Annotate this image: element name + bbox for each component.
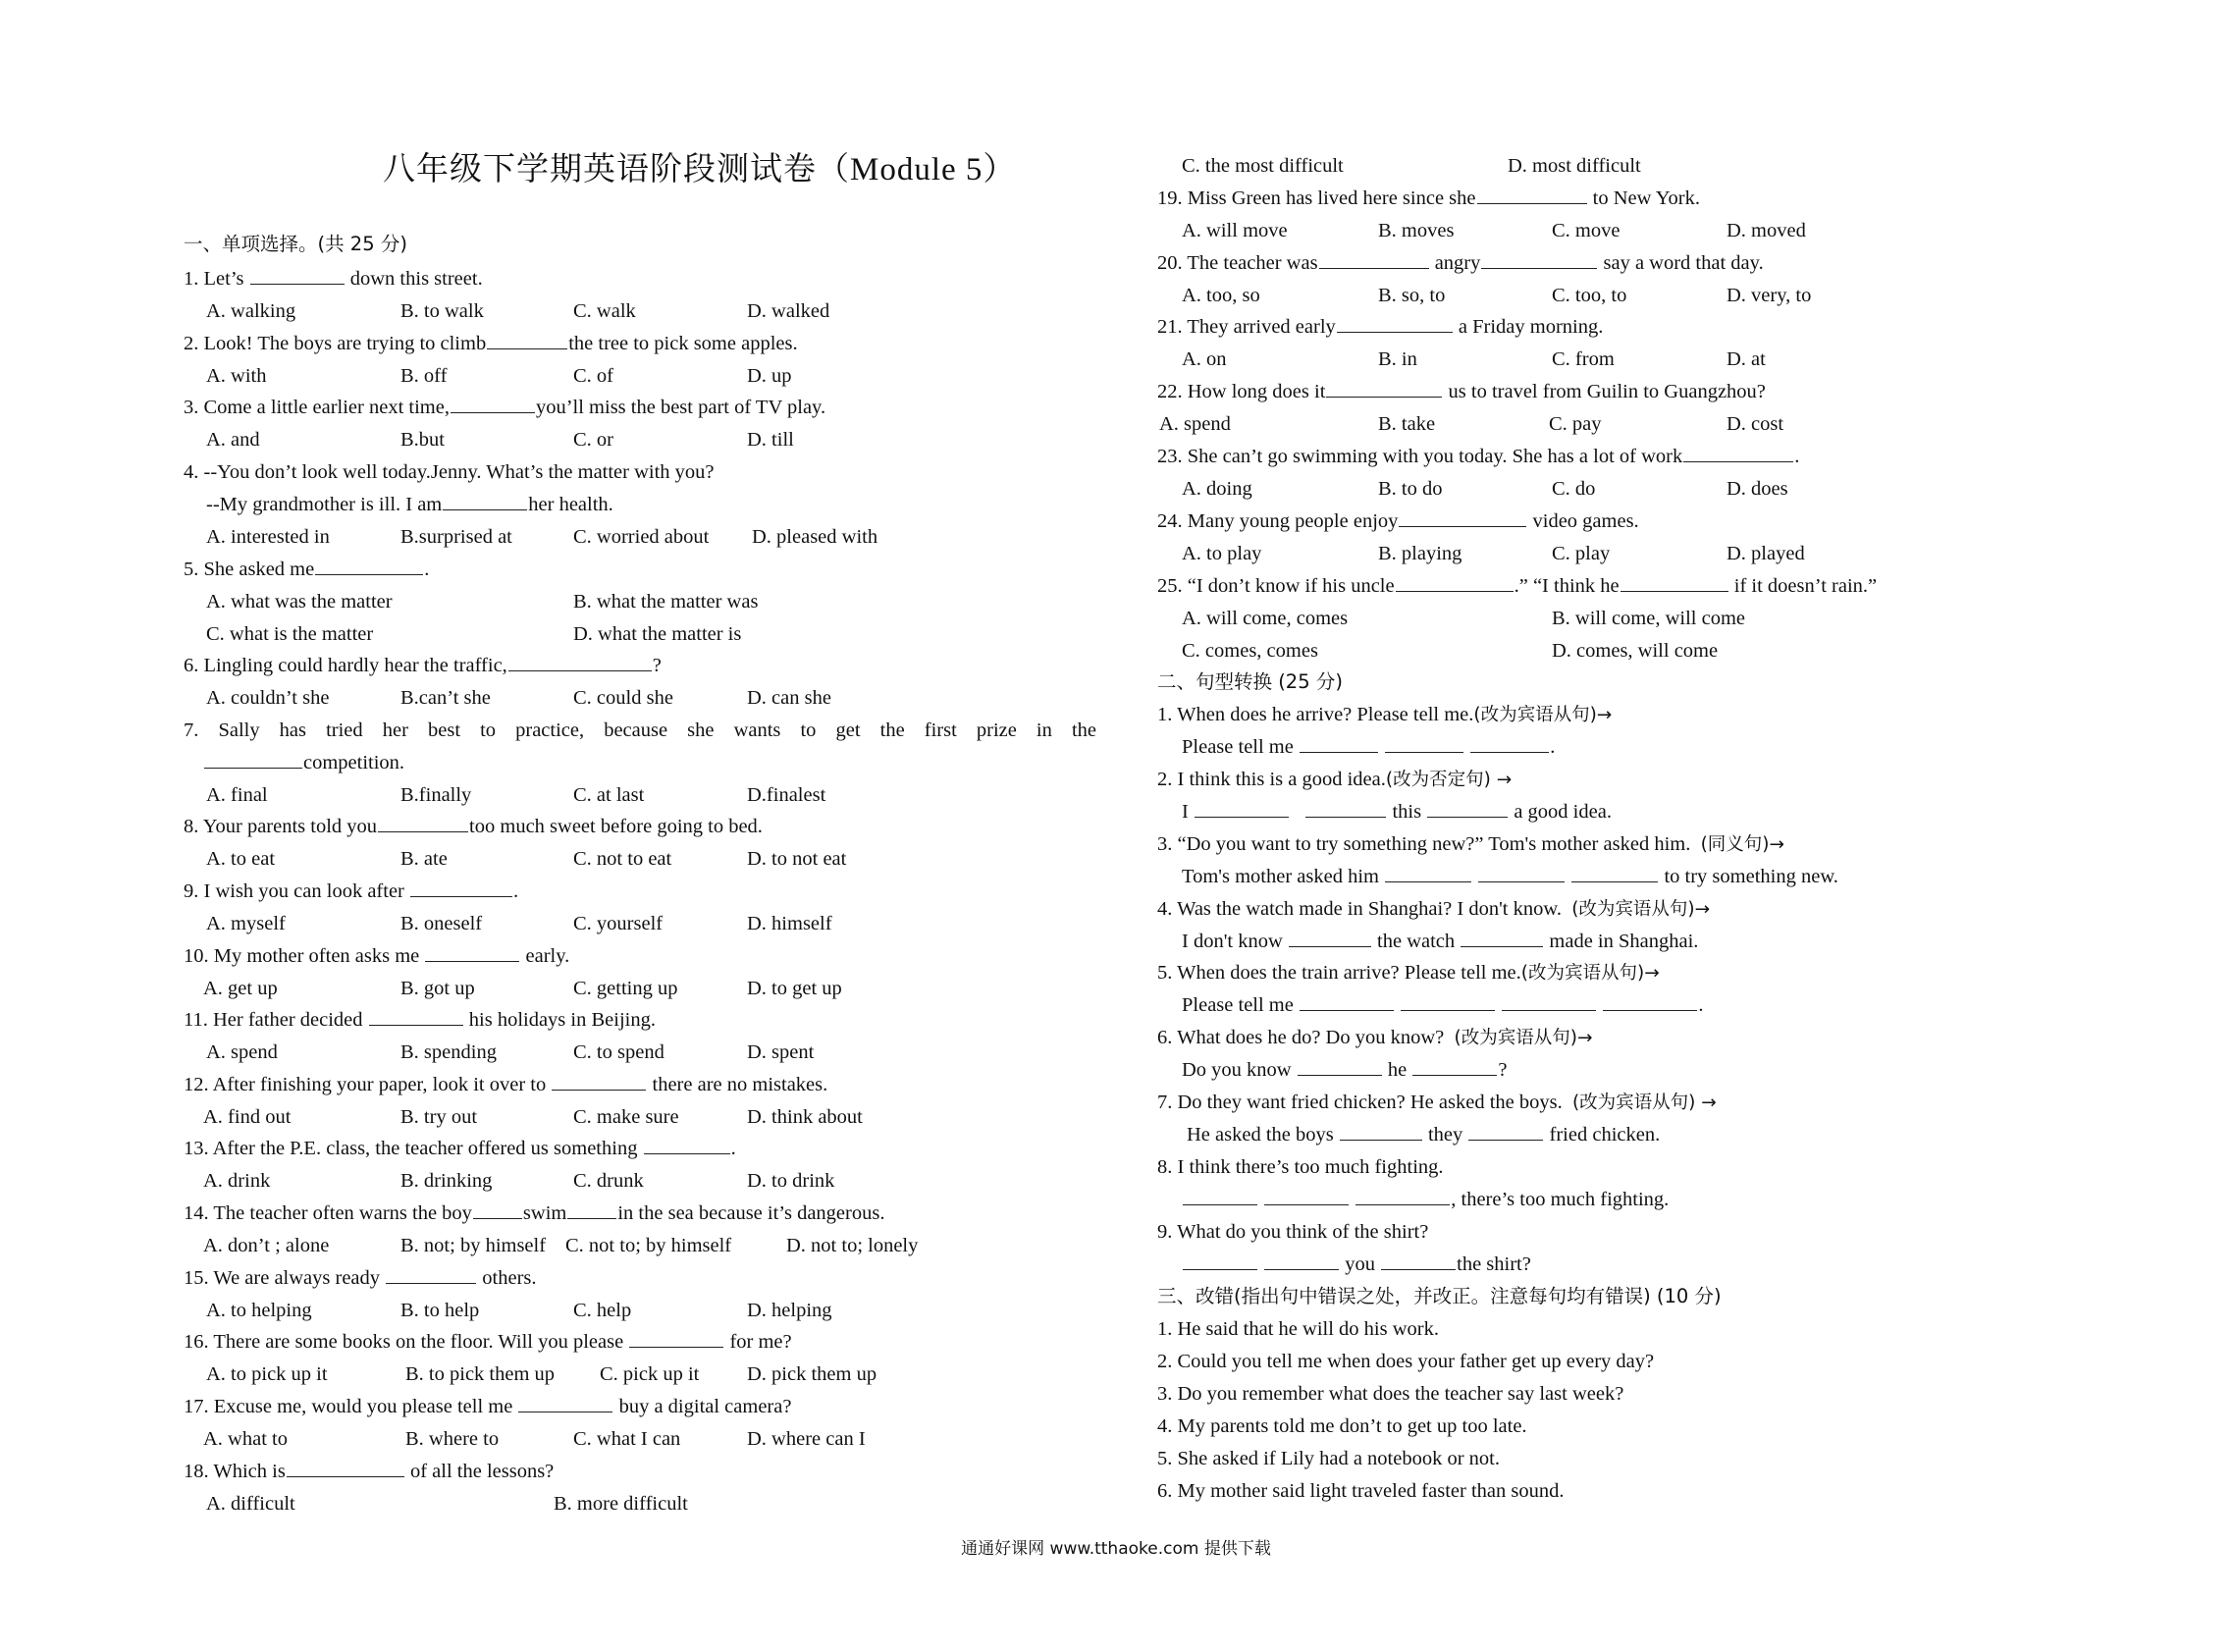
transform-3-answer: Tom's mother asked him to try something new. [1182, 866, 1838, 887]
answer-blank[interactable] [386, 1265, 476, 1284]
option-c[interactable]: C. not to; by himself [565, 1235, 732, 1256]
answer-blank[interactable] [1427, 799, 1508, 818]
option-a[interactable]: A. to play [1182, 543, 1262, 564]
question-14: 14. The teacher often warns the boy swim in the sea because it’s dangerous. [184, 1202, 885, 1224]
option-c[interactable]: C. yourself [573, 913, 664, 934]
correction-4: 4. My parents told me don’t to get up too late. [1157, 1415, 1527, 1437]
option-b[interactable]: B. to help [400, 1300, 480, 1321]
answer-blank[interactable] [1603, 992, 1697, 1011]
answer-blank[interactable] [567, 1200, 616, 1219]
option-b[interactable]: B. where to [405, 1428, 500, 1450]
options-14 [203, 1233, 1126, 1258]
question-12: 12. After finishing your paper, look it over to there are no mistakes. [184, 1074, 828, 1095]
option-c[interactable]: C. of [573, 365, 613, 387]
option-b[interactable]: B. moves [1378, 220, 1455, 241]
answer-blank[interactable] [1300, 992, 1394, 1011]
options-17 [203, 1426, 1087, 1452]
options-22 [1159, 411, 2043, 437]
question-8: 8. Your parents told you too much sweet before going to bed. [184, 816, 763, 837]
question-16: 16. There are some books on the floor. Will you please for me? [184, 1331, 792, 1353]
option-d[interactable]: D. what the matter is [573, 623, 742, 645]
answer-blank[interactable] [1340, 1122, 1422, 1141]
options-10 [203, 976, 1087, 1001]
option-d[interactable]: D. walked [747, 300, 830, 322]
options-25a [1182, 606, 2065, 631]
option-b[interactable]: B. in [1378, 348, 1417, 370]
answer-blank[interactable] [1300, 734, 1378, 753]
option-d[interactable]: D. not to; lonely [786, 1235, 919, 1256]
option-c[interactable]: C. make sure [573, 1106, 679, 1128]
answer-blank[interactable] [1470, 734, 1549, 753]
options-15 [206, 1298, 1089, 1323]
option-a[interactable]: A. get up [203, 978, 278, 999]
option-b[interactable]: B.can’t she [400, 687, 491, 709]
question-4-reply: --My grandmother is ill. I am her health. [206, 494, 613, 515]
answer-blank[interactable] [1183, 1187, 1257, 1205]
option-d[interactable]: D. himself [747, 913, 832, 934]
option-b[interactable]: B. to walk [400, 300, 484, 322]
option-a[interactable]: A. find out [203, 1106, 292, 1128]
answer-blank[interactable] [410, 879, 512, 897]
answer-blank[interactable] [1319, 250, 1429, 269]
option-d[interactable]: D. to not eat [747, 848, 847, 870]
answer-blank[interactable] [518, 1394, 612, 1412]
option-b[interactable]: B. ate [400, 848, 448, 870]
question-22: 22. How long does it us to travel from Guilin to Guangzhou? [1157, 381, 1766, 402]
option-b[interactable]: B. will come, will come [1552, 608, 1745, 629]
option-b[interactable]: B.surprised at [400, 526, 512, 548]
option-d[interactable]: D. helping [747, 1300, 832, 1321]
transform-2: 2. I think this is a good idea.(改为否定句) → [1157, 769, 1513, 790]
answer-blank[interactable] [1183, 1252, 1257, 1270]
answer-blank[interactable] [1477, 186, 1587, 204]
option-c[interactable]: C. pick up it [600, 1363, 700, 1385]
option-c[interactable]: C. what is the matter [206, 623, 374, 645]
option-d[interactable]: D. up [747, 365, 792, 387]
answer-blank[interactable] [1298, 1057, 1382, 1076]
answer-blank[interactable] [1264, 1187, 1349, 1205]
option-d[interactable]: D. moved [1727, 220, 1806, 241]
answer-blank[interactable] [1502, 992, 1596, 1011]
option-a[interactable]: A. couldn’t she [206, 687, 330, 709]
option-d[interactable]: D. very, to [1727, 285, 1812, 306]
option-a[interactable]: A. drink [203, 1170, 271, 1192]
option-a[interactable]: A. will come, comes [1182, 608, 1349, 629]
options-5b [206, 621, 1089, 647]
options-8 [206, 846, 1089, 872]
answer-blank[interactable] [443, 492, 527, 510]
option-b[interactable]: B. try out [400, 1106, 478, 1128]
transform-9: 9. What do you think of the shirt? [1157, 1221, 1429, 1243]
answer-blank[interactable] [1355, 1187, 1450, 1205]
option-c[interactable]: C. at last [573, 784, 645, 806]
transform-7-answer: He asked the boys they fried chicken. [1187, 1124, 1661, 1146]
question-5: 5. She asked me . [184, 559, 430, 580]
options-12 [203, 1104, 1087, 1130]
option-c[interactable]: C. comes, comes [1182, 640, 1318, 662]
option-a[interactable]: A. too, so [1182, 285, 1260, 306]
option-d[interactable]: D. most difficult [1508, 155, 1641, 177]
answer-blank[interactable] [1401, 992, 1495, 1011]
answer-blank[interactable] [1337, 314, 1453, 333]
page-title: 八年级下学期英语阶段测试卷（Module 5） [383, 152, 1017, 187]
option-a[interactable]: A. don’t ; alone [203, 1235, 330, 1256]
options-5a [206, 589, 1089, 614]
option-a[interactable]: A. spend [1159, 413, 1231, 435]
option-d[interactable]: D. pick them up [747, 1363, 877, 1385]
answer-blank[interactable] [250, 266, 345, 285]
transform-1-answer: Please tell me . [1182, 736, 1556, 758]
options-25b [1182, 638, 2065, 664]
options-24 [1182, 541, 2065, 566]
option-c[interactable]: C. drunk [573, 1170, 644, 1192]
answer-blank[interactable] [1571, 864, 1658, 882]
answer-blank[interactable] [378, 814, 468, 832]
question-21: 21. They arrived early a Friday morning. [1157, 316, 1604, 338]
option-c[interactable]: C. could she [573, 687, 673, 709]
answer-blank[interactable] [1305, 799, 1386, 818]
option-b[interactable]: B. so, to [1378, 285, 1446, 306]
option-c[interactable]: C. worried about [573, 526, 710, 548]
option-c[interactable]: C. getting up [573, 978, 678, 999]
options-16 [206, 1361, 1109, 1387]
option-a[interactable]: A. walking [206, 300, 296, 322]
options-3 [206, 427, 1089, 453]
question-15: 15. We are always ready others. [184, 1267, 537, 1289]
option-c[interactable]: C. from [1552, 348, 1615, 370]
option-b[interactable]: B. more difficult [554, 1493, 688, 1515]
option-d[interactable]: D. to drink [747, 1170, 835, 1192]
option-d[interactable]: D. where can I [747, 1428, 866, 1450]
option-d[interactable]: D. till [747, 429, 794, 451]
options-21 [1182, 346, 2065, 372]
answer-blank[interactable] [287, 1459, 404, 1477]
answer-blank[interactable] [1399, 508, 1526, 527]
transform-1: 1. When does he arrive? Please tell me.(改为宾语从句)→ [1157, 704, 1613, 725]
answer-blank[interactable] [508, 653, 652, 671]
answer-blank[interactable] [1289, 929, 1371, 947]
correction-2: 2. Could you tell me when does your father get up every day? [1157, 1351, 1655, 1372]
option-a[interactable]: A. myself [206, 913, 286, 934]
option-a[interactable]: A. difficult [206, 1493, 295, 1515]
option-a[interactable]: A. will move [1182, 220, 1288, 241]
transform-8-answer: , there’s too much fighting. [1182, 1187, 1669, 1212]
answer-blank[interactable] [629, 1329, 723, 1348]
option-c[interactable]: C. or [573, 429, 613, 451]
question-23: 23. She can’t go swimming with you today. She has a lot of work . [1157, 446, 1800, 467]
question-7-cont: competition. [203, 750, 404, 775]
options-2 [206, 363, 1089, 389]
options-4 [206, 524, 1089, 550]
section3-heading: 三、改错(指出句中错误之处，并改正。注意每句均有错误) (10 分) [1157, 1285, 1722, 1307]
option-c[interactable]: C. what I can [573, 1428, 681, 1450]
option-d[interactable]: D. played [1727, 543, 1805, 564]
option-a[interactable]: A. to helping [206, 1300, 312, 1321]
option-a[interactable]: A. doing [1182, 478, 1252, 500]
option-a[interactable]: A. what to [203, 1428, 288, 1450]
answer-blank[interactable] [1481, 250, 1597, 269]
option-c[interactable]: C. help [573, 1300, 632, 1321]
correction-6: 6. My mother said light traveled faster than sound. [1157, 1480, 1565, 1502]
options-23 [1182, 476, 2065, 502]
option-a[interactable]: A. on [1182, 348, 1227, 370]
answer-blank[interactable] [1412, 1057, 1497, 1076]
options-20 [1182, 283, 2065, 308]
option-c[interactable]: C. too, to [1552, 285, 1627, 306]
option-d[interactable]: D. pleased with [752, 526, 878, 548]
question-10: 10. My mother often asks me early. [184, 945, 570, 967]
footer-credit: 通通好课网 www.tthaoke.com 提供下载 [961, 1539, 1271, 1559]
options-18 [206, 1491, 1089, 1517]
transform-6: 6. What does he do? Do you know? (改为宾语从句)→ [1157, 1027, 1593, 1048]
question-6: 6. Lingling could hardly hear the traffic, ? [184, 655, 662, 676]
answer-blank[interactable] [473, 1200, 522, 1219]
answer-blank[interactable] [451, 395, 535, 413]
answer-blank[interactable] [1396, 573, 1514, 592]
option-a[interactable]: A. interested in [206, 526, 330, 548]
transform-5-answer: Please tell me . [1182, 994, 1704, 1016]
options-19 [1182, 218, 2065, 243]
answer-blank[interactable] [1683, 444, 1793, 462]
option-d[interactable]: D. at [1727, 348, 1766, 370]
question-2: 2. Look! The boys are trying to climb the tree to pick some apples. [184, 333, 798, 354]
option-c[interactable]: C. pay [1549, 413, 1602, 435]
option-d[interactable]: D. cost [1727, 413, 1784, 435]
question-1: 1. Let’s down this street. [184, 268, 483, 290]
transform-6-answer: Do you know he ? [1182, 1059, 1508, 1081]
answer-blank[interactable] [369, 1007, 463, 1026]
option-b[interactable]: B. to pick them up [405, 1363, 556, 1385]
option-d[interactable]: D. comes, will come [1552, 640, 1719, 662]
options-7 [206, 782, 1089, 808]
answer-blank[interactable] [552, 1072, 646, 1091]
correction-3: 3. Do you remember what does the teacher say last week? [1157, 1383, 1624, 1405]
transform-3: 3. “Do you want to try something new?” Tom's mother asked him. (同义句)→ [1157, 833, 1785, 855]
question-25: 25. “I don’t know if his uncle .” “I think he if it doesn’t rain.” [1157, 575, 1878, 597]
question-24: 24. Many young people enjoy video games. [1157, 510, 1639, 532]
answer-blank[interactable] [1478, 864, 1565, 882]
option-b[interactable]: B.but [400, 429, 445, 451]
transform-4-answer: I don't know the watch made in Shanghai. [1182, 931, 1699, 952]
section1-heading: 一、单项选择。(共 25 分) [184, 233, 407, 255]
option-b[interactable]: B. off [400, 365, 448, 387]
option-c[interactable]: C. walk [573, 300, 636, 322]
answer-blank[interactable] [487, 331, 567, 349]
option-d[interactable]: D. to get up [747, 978, 842, 999]
answer-blank[interactable] [425, 943, 519, 962]
answer-blank[interactable] [1264, 1252, 1339, 1270]
option-b[interactable]: B. what the matter was [573, 591, 759, 613]
transform-2-answer: I this a good idea. [1182, 801, 1612, 823]
question-19: 19. Miss Green has lived here since she to New York. [1157, 187, 1700, 209]
option-a[interactable]: A. to pick up it [206, 1363, 328, 1385]
option-c[interactable]: C. move [1552, 220, 1621, 241]
answer-blank[interactable] [1468, 1122, 1543, 1141]
option-a[interactable]: A. spend [206, 1041, 278, 1063]
answer-blank[interactable] [1381, 1252, 1456, 1270]
option-a[interactable]: A. with [206, 365, 267, 387]
option-b[interactable]: B.finally [400, 784, 472, 806]
options-9 [206, 911, 1089, 936]
answer-blank[interactable] [204, 750, 302, 769]
question-7: 7. Sally has tried her best to practice, because she wants to get the first prize in the [184, 719, 1096, 741]
transform-9-answer: you the shirt? [1182, 1252, 1531, 1277]
option-d[interactable]: D. does [1727, 478, 1788, 500]
question-20: 20. The teacher was angry say a word that day. [1157, 252, 1764, 274]
answer-blank[interactable] [1621, 573, 1728, 592]
options-1 [206, 298, 1089, 324]
option-c[interactable]: C. play [1552, 543, 1611, 564]
option-b[interactable]: B. oneself [400, 913, 483, 934]
question-13: 13. After the P.E. class, the teacher offered us something . [184, 1138, 736, 1159]
correction-1: 1. He said that he will do his work. [1157, 1318, 1439, 1340]
option-c[interactable]: C. the most difficult [1182, 155, 1344, 177]
section2-heading: 二、句型转换 (25 分) [1157, 670, 1343, 693]
question-3: 3. Come a little earlier next time, you’ll miss the best part of TV play. [184, 397, 826, 418]
answer-blank[interactable] [644, 1136, 730, 1154]
answer-blank[interactable] [1195, 799, 1289, 818]
option-d[interactable]: D. spent [747, 1041, 815, 1063]
options-13 [203, 1168, 1087, 1194]
answer-blank[interactable] [1385, 864, 1471, 882]
option-a[interactable]: A. to eat [206, 848, 276, 870]
options-18-cont [1182, 153, 2065, 179]
option-c[interactable]: C. not to eat [573, 848, 672, 870]
option-a[interactable]: A. and [206, 429, 260, 451]
question-4: 4. --You don’t look well today.Jenny. What’s the matter with you? [184, 461, 715, 483]
option-b[interactable]: B. got up [400, 978, 475, 999]
option-c[interactable]: C. to spend [573, 1041, 664, 1063]
option-b[interactable]: B. spending [400, 1041, 497, 1063]
transform-5: 5. When does the train arrive? Please tell me.(改为宾语从句)→ [1157, 962, 1660, 984]
option-b[interactable]: B. take [1378, 413, 1436, 435]
transform-4: 4. Was the watch made in Shanghai? I don't know. (改为宾语从句)→ [1157, 898, 1711, 920]
option-d[interactable]: D. think about [747, 1106, 863, 1128]
question-9: 9. I wish you can look after . [184, 880, 519, 902]
option-c[interactable]: C. do [1552, 478, 1596, 500]
option-b[interactable]: B. to do [1378, 478, 1443, 500]
options-6 [206, 685, 1089, 711]
answer-blank[interactable] [1326, 379, 1442, 398]
answer-blank[interactable] [315, 557, 423, 575]
option-b[interactable]: B. playing [1378, 543, 1462, 564]
option-d[interactable]: D. can she [747, 687, 831, 709]
option-d[interactable]: D.finalest [747, 784, 826, 806]
option-b[interactable]: B. drinking [400, 1170, 493, 1192]
correction-5: 5. She asked if Lily had a notebook or not. [1157, 1448, 1501, 1469]
transform-7: 7. Do they want fried chicken? He asked the boys. (改为宾语从句) → [1157, 1092, 1717, 1113]
question-17: 17. Excuse me, would you please tell me buy a digital camera? [184, 1396, 792, 1417]
question-18: 18. Which is of all the lessons? [184, 1461, 555, 1482]
answer-blank[interactable] [1461, 929, 1543, 947]
option-b[interactable]: B. not; by himself [400, 1235, 547, 1256]
options-11 [206, 1039, 1089, 1065]
option-a[interactable]: A. what was the matter [206, 591, 393, 613]
transform-8: 8. I think there’s too much fighting. [1157, 1156, 1444, 1178]
option-a[interactable]: A. final [206, 784, 268, 806]
question-11: 11. Her father decided his holidays in Beijing. [184, 1009, 656, 1031]
answer-blank[interactable] [1385, 734, 1463, 753]
